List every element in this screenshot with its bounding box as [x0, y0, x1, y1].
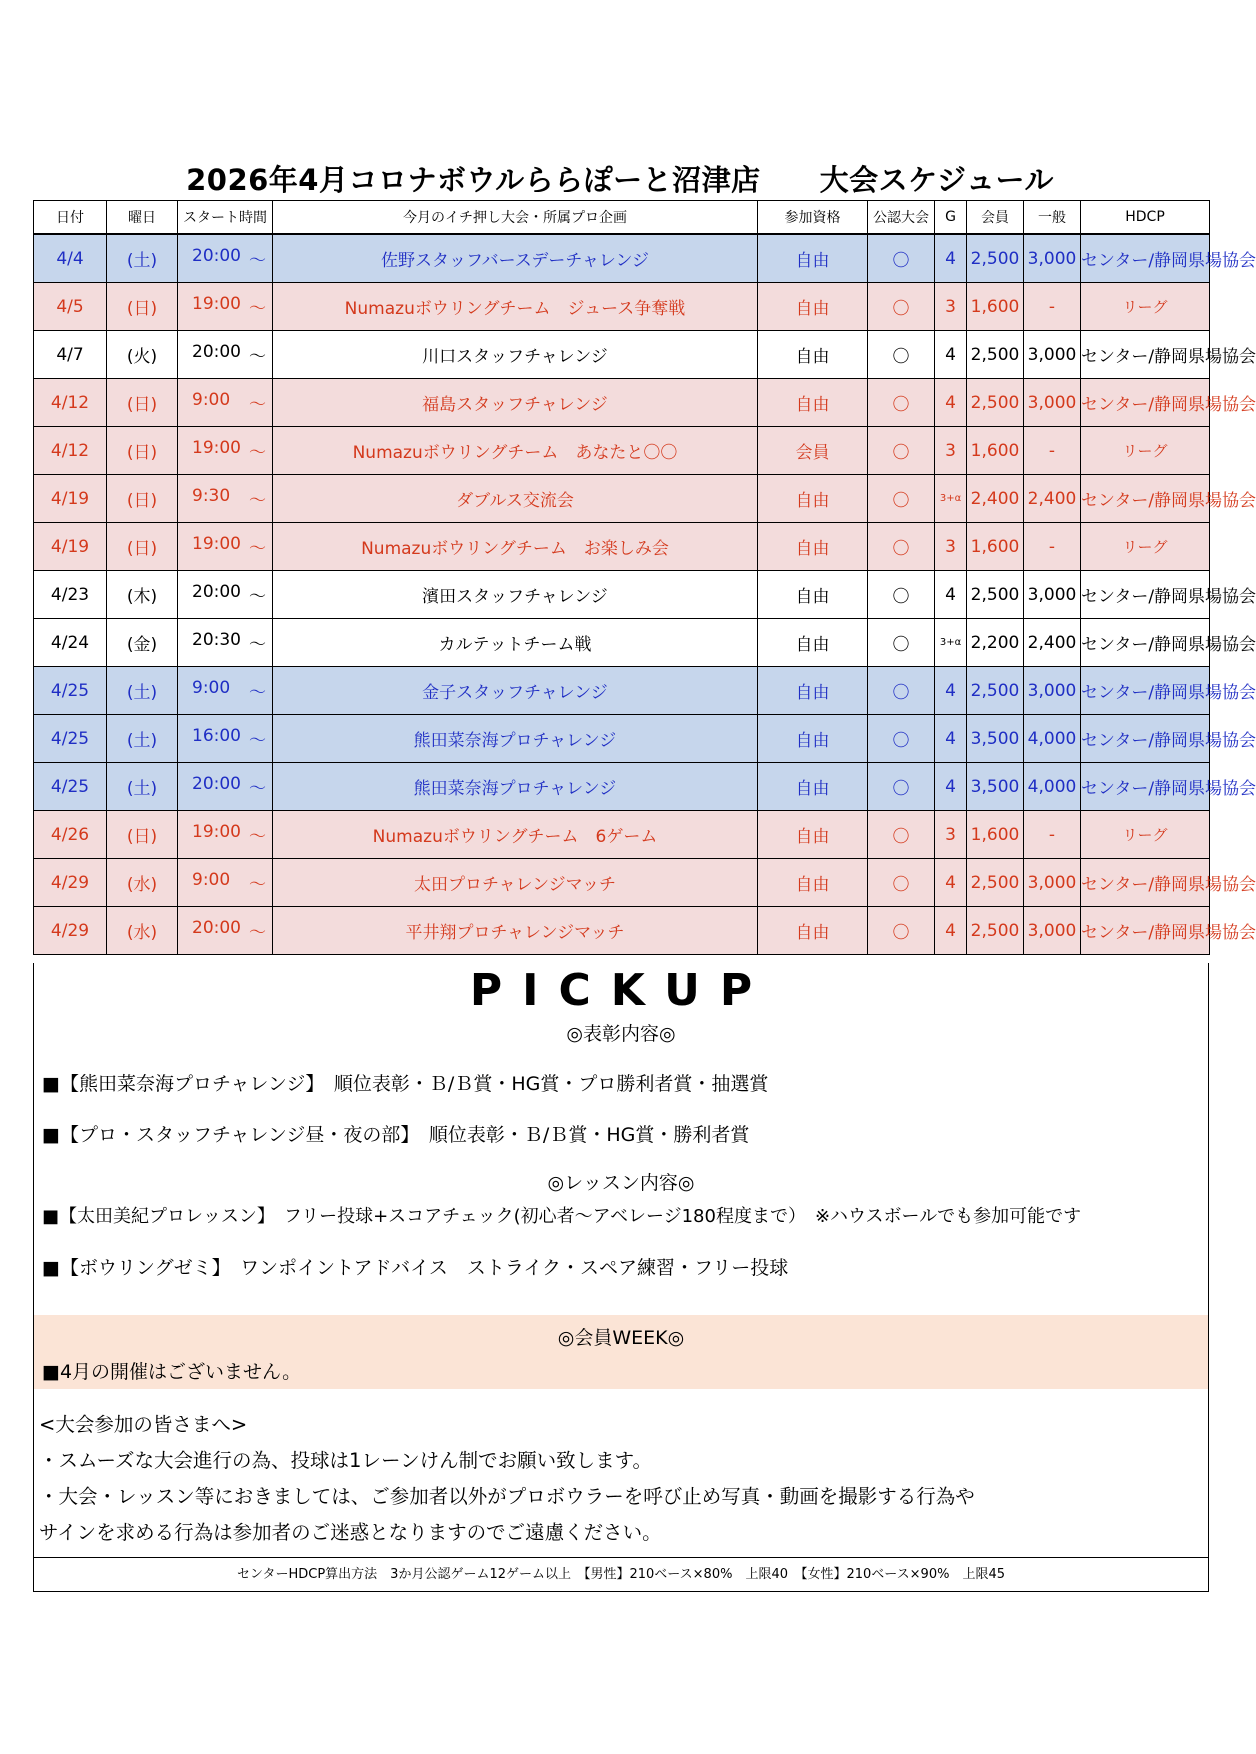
cell-hdcp: センター/静岡県場協会: [1081, 619, 1210, 667]
schedule-table: [33, 200, 1256, 955]
cell-hdcp: センター/静岡県場協会: [1081, 715, 1210, 763]
lesson-line-2: ■【ボウリングゼミ】 ワンポイントアドバイス ストライク・スペア練習・フリー投球: [42, 1257, 789, 1279]
page-title: 2026年4月コロナボウルららぽーと沼津店 大会スケジュール: [186, 163, 1054, 197]
cell-time-tilde: ～: [249, 635, 266, 655]
cell-games: 4: [935, 907, 967, 955]
notes-line-1: ・スムーズな大会進行の為、投球は1レーンけん制でお願い致します。: [39, 1449, 653, 1472]
cell-time-value: 9:00: [192, 870, 231, 890]
table-row: [34, 379, 1210, 427]
cell-event: 熊田菜奈海プロチャレンジ: [273, 715, 758, 763]
table-row: [34, 331, 1210, 379]
cell-member-fee: 2,500: [967, 331, 1024, 379]
cell-member-fee: 1,600: [967, 523, 1024, 571]
award-line-1: ■【熊田菜奈海プロチャレンジ】 順位表彰・Ｂ/Ｂ賞・HG賞・プロ勝利者賞・抽選賞: [42, 1073, 769, 1095]
cell-date: 4/26: [34, 811, 107, 859]
cell-time-value: 20:00: [192, 342, 241, 362]
cell-hdcp: リーグ: [1081, 811, 1210, 859]
cell-time-value: 19:00: [192, 534, 241, 554]
cell-games: 4: [935, 234, 967, 283]
cell-member-fee: 1,600: [967, 811, 1024, 859]
cell-time: [178, 907, 273, 955]
cell-games: 3: [935, 283, 967, 331]
notes-heading: <大会参加の皆さまへ>: [39, 1413, 248, 1436]
cell-time-tilde: ～: [249, 539, 266, 559]
table-header-row: [34, 201, 1210, 235]
cell-qualification: 自由: [758, 234, 868, 283]
cell-member-fee: 2,500: [967, 907, 1024, 955]
cell-day: (水): [107, 859, 178, 907]
cell-hdcp: センター/静岡県場協会: [1081, 763, 1210, 811]
cell-member-fee: 1,600: [967, 283, 1024, 331]
award-line-2: ■【プロ・スタッフチャレンジ昼・夜の部】 順位表彰・Ｂ/Ｂ賞・HG賞・勝利者賞: [42, 1124, 750, 1146]
cell-general-fee: -: [1024, 523, 1081, 571]
cell-time: [178, 619, 273, 667]
cell-time-tilde: ～: [249, 299, 266, 319]
cell-time: [178, 475, 273, 523]
cell-event: Numazuボウリングチーム あなたと〇〇: [273, 427, 758, 475]
table-row: [34, 715, 1210, 763]
cell-games: 3: [935, 811, 967, 859]
cell-time-tilde: ～: [249, 827, 266, 847]
member-week-line: ■4月の開催はございません。: [42, 1361, 302, 1383]
cell-qualification: 自由: [758, 571, 868, 619]
header-member-fee: 会員: [967, 201, 1024, 235]
awards-heading: ◎表彰内容◎: [566, 1023, 676, 1045]
header-official: 公認大会: [868, 201, 935, 235]
cell-games: 3: [935, 427, 967, 475]
header-games: G: [935, 201, 967, 235]
cell-official: 〇: [868, 427, 935, 475]
cell-time-tilde: ～: [249, 347, 266, 367]
cell-hdcp: センター/静岡県場協会: [1081, 379, 1210, 427]
cell-hdcp: リーグ: [1081, 523, 1210, 571]
table-row: [34, 619, 1210, 667]
cell-qualification: 自由: [758, 619, 868, 667]
cell-event: 平井翔プロチャレンジマッチ: [273, 907, 758, 955]
cell-official: 〇: [868, 283, 935, 331]
cell-time-tilde: ～: [249, 395, 266, 415]
cell-time: [178, 427, 273, 475]
schedule-body: [34, 234, 1256, 955]
cell-day: (日): [107, 475, 178, 523]
cell-time: [178, 523, 273, 571]
header-event: 今月のイチ押し大会・所属プロ企画: [273, 201, 758, 235]
cell-games: 4: [935, 571, 967, 619]
cell-games: 3: [935, 523, 967, 571]
table-row: [34, 763, 1210, 811]
cell-time: [178, 667, 273, 715]
cell-event: 川口スタッフチャレンジ: [273, 331, 758, 379]
cell-qualification: 自由: [758, 331, 868, 379]
cell-official: 〇: [868, 234, 935, 283]
cell-time: [178, 571, 273, 619]
cell-hdcp: センター/静岡県場協会: [1081, 667, 1210, 715]
cell-official: 〇: [868, 523, 935, 571]
header-day: 曜日: [107, 201, 178, 235]
cell-time-tilde: ～: [249, 587, 266, 607]
header-general-fee: 一般: [1024, 201, 1081, 235]
cell-date: 4/23: [34, 571, 107, 619]
cell-member-fee: 2,500: [967, 379, 1024, 427]
table-row: [34, 667, 1210, 715]
cell-games: 4: [935, 667, 967, 715]
cell-qualification: 自由: [758, 475, 868, 523]
cell-day: (土): [107, 763, 178, 811]
header-qualification: 参加資格: [758, 201, 868, 235]
cell-date: 4/24: [34, 619, 107, 667]
cell-member-fee: 3,500: [967, 715, 1024, 763]
cell-event: Numazuボウリングチーム お楽しみ会: [273, 523, 758, 571]
cell-day: (日): [107, 427, 178, 475]
notes-line-2: ・大会・レッスン等におきましては、ご参加者以外がプロボウラーを呼び止め写真・動画を撮影する行為や: [39, 1485, 975, 1508]
cell-time-value: 9:30: [192, 486, 231, 506]
table-row: [34, 571, 1210, 619]
cell-date: 4/25: [34, 763, 107, 811]
cell-general-fee: -: [1024, 811, 1081, 859]
cell-event: 太田プロチャレンジマッチ: [273, 859, 758, 907]
cell-time-tilde: ～: [249, 251, 266, 271]
cell-official: 〇: [868, 859, 935, 907]
hdcp-footer-note: センターHDCP算出方法 3か月公認ゲーム12ゲーム以上 【男性】210ベース×80% 上限40 【女性】210ベース×90% 上限45: [34, 1557, 1208, 1592]
table-row: [34, 859, 1210, 907]
cell-games: 4: [935, 331, 967, 379]
cell-day: (日): [107, 523, 178, 571]
pickup-heading: PICKUP: [469, 965, 773, 1016]
cell-member-fee: 2,500: [967, 571, 1024, 619]
cell-official: 〇: [868, 763, 935, 811]
cell-time-value: 19:00: [192, 822, 241, 842]
cell-day: (金): [107, 619, 178, 667]
pickup-section: [33, 963, 1209, 1592]
cell-event: 金子スタッフチャレンジ: [273, 667, 758, 715]
cell-time: [178, 859, 273, 907]
cell-official: 〇: [868, 475, 935, 523]
cell-time-value: 20:00: [192, 918, 241, 938]
table-row: [34, 907, 1210, 955]
cell-qualification: 自由: [758, 763, 868, 811]
cell-games: 4: [935, 763, 967, 811]
cell-time-value: 19:00: [192, 438, 241, 458]
header-date: 日付: [34, 201, 107, 235]
cell-time-value: 9:00: [192, 390, 231, 410]
cell-time-value: 20:30: [192, 630, 241, 650]
cell-time: [178, 715, 273, 763]
cell-event: Numazuボウリングチーム 6ゲーム: [273, 811, 758, 859]
lesson-line-1: ■【太田美紀プロレッスン】 フリー投球+スコアチェック(初心者～アベレージ180程度まで） ※ハウスボールでも参加可能です: [42, 1206, 1082, 1227]
lesson-heading: ◎レッスン内容◎: [547, 1172, 695, 1194]
cell-official: 〇: [868, 619, 935, 667]
cell-time-tilde: ～: [249, 443, 266, 463]
table-row: [34, 427, 1210, 475]
table-row: [34, 811, 1210, 859]
cell-qualification: 自由: [758, 379, 868, 427]
cell-hdcp: リーグ: [1081, 283, 1210, 331]
cell-qualification: 自由: [758, 667, 868, 715]
cell-official: 〇: [868, 715, 935, 763]
cell-time: [178, 283, 273, 331]
cell-official: 〇: [868, 667, 935, 715]
cell-qualification: 自由: [758, 715, 868, 763]
table-row: [34, 523, 1210, 571]
cell-member-fee: 2,400: [967, 475, 1024, 523]
cell-general-fee: -: [1024, 427, 1081, 475]
cell-hdcp: センター/静岡県場協会: [1081, 331, 1210, 379]
cell-general-fee: 3,000: [1024, 667, 1081, 715]
cell-time-value: 20:00: [192, 246, 241, 266]
cell-hdcp: センター/静岡県場協会: [1081, 859, 1210, 907]
cell-date: 4/12: [34, 427, 107, 475]
cell-member-fee: 2,500: [967, 234, 1024, 283]
cell-time: [178, 811, 273, 859]
cell-official: 〇: [868, 811, 935, 859]
cell-hdcp: センター/静岡県場協会: [1081, 234, 1210, 283]
cell-games: 4: [935, 379, 967, 427]
cell-games: 4: [935, 859, 967, 907]
table-row: [34, 283, 1210, 331]
cell-time: [178, 234, 273, 283]
cell-member-fee: 2,500: [967, 667, 1024, 715]
cell-general-fee: 4,000: [1024, 763, 1081, 811]
cell-games: 3+α: [935, 619, 967, 667]
cell-games: 4: [935, 715, 967, 763]
cell-qualification: 自由: [758, 907, 868, 955]
cell-date: 4/29: [34, 859, 107, 907]
cell-day: (木): [107, 571, 178, 619]
cell-general-fee: 2,400: [1024, 475, 1081, 523]
cell-general-fee: -: [1024, 283, 1081, 331]
cell-time: [178, 379, 273, 427]
cell-event: 熊田菜奈海プロチャレンジ: [273, 763, 758, 811]
cell-hdcp: センター/静岡県場協会: [1081, 571, 1210, 619]
cell-general-fee: 3,000: [1024, 331, 1081, 379]
table-row: [34, 475, 1210, 523]
cell-general-fee: 3,000: [1024, 234, 1081, 283]
cell-time: [178, 763, 273, 811]
cell-date: 4/19: [34, 475, 107, 523]
cell-date: 4/4: [34, 234, 107, 283]
cell-hdcp: センター/静岡県場協会: [1081, 907, 1210, 955]
cell-official: 〇: [868, 379, 935, 427]
cell-general-fee: 3,000: [1024, 859, 1081, 907]
cell-hdcp: センター/静岡県場協会: [1081, 475, 1210, 523]
header-hdcp: HDCP: [1081, 201, 1210, 235]
cell-member-fee: 1,600: [967, 427, 1024, 475]
cell-member-fee: 2,200: [967, 619, 1024, 667]
cell-time: [178, 331, 273, 379]
cell-day: (土): [107, 234, 178, 283]
cell-day: (土): [107, 667, 178, 715]
cell-date: 4/12: [34, 379, 107, 427]
cell-member-fee: 2,500: [967, 859, 1024, 907]
cell-time-value: 9:00: [192, 678, 231, 698]
cell-event: 濱田スタッフチャレンジ: [273, 571, 758, 619]
cell-date: 4/19: [34, 523, 107, 571]
cell-time-value: 20:00: [192, 774, 241, 794]
cell-general-fee: 3,000: [1024, 571, 1081, 619]
cell-time-tilde: ～: [249, 923, 266, 943]
member-week-band: [34, 1315, 1208, 1389]
cell-time-tilde: ～: [249, 491, 266, 511]
cell-time-tilde: ～: [249, 731, 266, 751]
cell-official: 〇: [868, 571, 935, 619]
cell-day: (日): [107, 283, 178, 331]
cell-date: 4/25: [34, 667, 107, 715]
member-week-heading: ◎会員WEEK◎: [557, 1327, 685, 1349]
table-row: [34, 234, 1210, 283]
cell-general-fee: 2,400: [1024, 619, 1081, 667]
header-start-time: スタート時間: [178, 201, 273, 235]
cell-event: 福島スタッフチャレンジ: [273, 379, 758, 427]
cell-qualification: 自由: [758, 523, 868, 571]
cell-time-value: 16:00: [192, 726, 241, 746]
notes-line-3: サインを求める行為は参加者のご迷惑となりますのでご遠慮ください。: [39, 1521, 662, 1544]
cell-time-tilde: ～: [249, 779, 266, 799]
cell-general-fee: 4,000: [1024, 715, 1081, 763]
cell-event: カルテットチーム戦: [273, 619, 758, 667]
cell-general-fee: 3,000: [1024, 379, 1081, 427]
cell-games: 3+α: [935, 475, 967, 523]
cell-day: (水): [107, 907, 178, 955]
cell-general-fee: 3,000: [1024, 907, 1081, 955]
cell-day: (日): [107, 811, 178, 859]
cell-date: 4/7: [34, 331, 107, 379]
cell-official: 〇: [868, 907, 935, 955]
cell-event: 佐野スタッフバースデーチャレンジ: [273, 234, 758, 283]
cell-date: 4/5: [34, 283, 107, 331]
cell-member-fee: 3,500: [967, 763, 1024, 811]
cell-qualification: 自由: [758, 283, 868, 331]
cell-date: 4/29: [34, 907, 107, 955]
cell-time-tilde: ～: [249, 683, 266, 703]
cell-day: (日): [107, 379, 178, 427]
cell-qualification: 会員: [758, 427, 868, 475]
cell-time-tilde: ～: [249, 875, 266, 895]
cell-event: Numazuボウリングチーム ジュース争奪戦: [273, 283, 758, 331]
cell-official: 〇: [868, 331, 935, 379]
cell-hdcp: リーグ: [1081, 427, 1210, 475]
cell-time-value: 19:00: [192, 294, 241, 314]
cell-qualification: 自由: [758, 859, 868, 907]
cell-qualification: 自由: [758, 811, 868, 859]
cell-event: ダブルス交流会: [273, 475, 758, 523]
cell-day: (土): [107, 715, 178, 763]
cell-day: (火): [107, 331, 178, 379]
cell-time-value: 20:00: [192, 582, 241, 602]
cell-date: 4/25: [34, 715, 107, 763]
